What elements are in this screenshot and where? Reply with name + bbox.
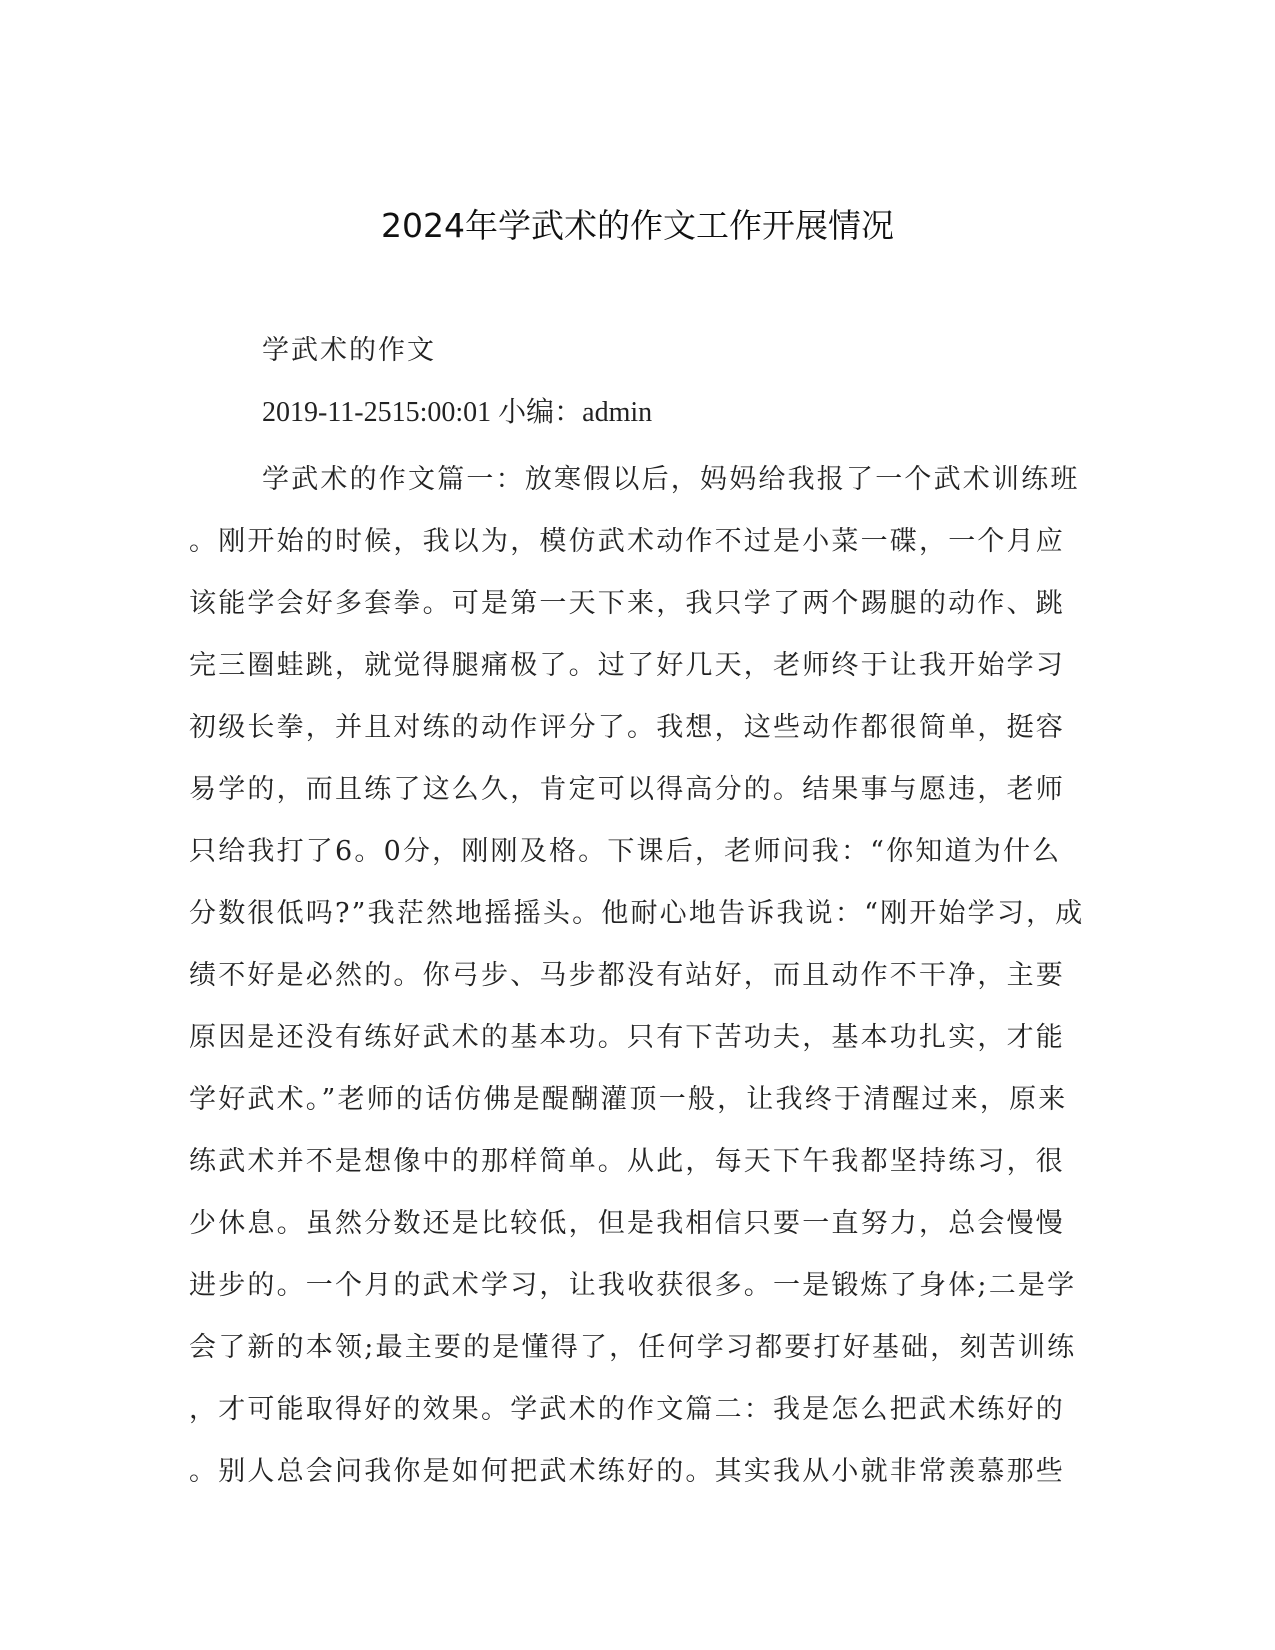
body-line: 。刚开始的时候，我以为，模仿武术动作不过是小菜一碟，一个月应: [189, 526, 1065, 557]
body-line: 少休息。虽然分数还是比较低，但是我相信只要一直努力，总会慢慢: [189, 1208, 1065, 1239]
article-body: [189, 449, 1089, 1503]
body-line: 练武术并不是想像中的那样简单。从此，每天下午我都坚持练习，很: [189, 1146, 1065, 1177]
body-line: 进步的。一个月的武术学习，让我收获很多。一是锻炼了身体;二是学: [189, 1270, 1077, 1301]
body-line: 初级长拳，并且对练的动作评分了。我想，这些动作都很简单，挺容: [189, 712, 1065, 743]
body-line: 学武术的作文篇一：放寒假以后，妈妈给我报了一个武术训练班: [262, 464, 1080, 495]
article-subtitle: 学武术的作文: [262, 335, 436, 366]
body-line: 。别人总会问我你是如何把武术练好的。其实我从小就非常羡慕那些: [189, 1456, 1065, 1487]
body-line: ，才可能取得好的效果。学武术的作文篇二：我是怎么把武术练好的: [189, 1394, 1065, 1425]
body-line: 绩不好是必然的。你弓步、马步都没有站好，而且动作不干净，主要: [189, 960, 1065, 991]
body-line: 完三圈蛙跳，就觉得腿痛极了。过了好几天，老师终于让我开始学习: [189, 650, 1065, 681]
body-line: 原因是还没有练好武术的基本功。只有下苦功夫，基本功扎实，才能: [189, 1022, 1065, 1053]
body-line: 学好武术。”老师的话仿佛是醍醐灌顶一般，让我终于清醒过来，原来: [189, 1084, 1068, 1115]
body-line: 分数很低吗?”我茫然地摇摇头。他耐心地告诉我说：“刚开始学习，成: [189, 898, 1085, 929]
body-line: 会了新的本领;最主要的是懂得了，任何学习都要打好基础，刻苦训练: [189, 1332, 1077, 1363]
body-line: 易学的，而且练了这么久，肯定可以得高分的。结果事与愿违，老师: [189, 774, 1065, 805]
body-line: 只给我打了6。0分，刚刚及格。下课后，老师问我：“你知道为什么: [189, 836, 1062, 867]
document-title: 2024年学武术的作文工作开展情况: [381, 206, 894, 245]
article-meta: 2019-11-2515:00:01 小编：admin: [262, 397, 653, 428]
body-line: 该能学会好多套拳。可是第一天下来，我只学了两个踢腿的动作、跳: [189, 588, 1065, 619]
